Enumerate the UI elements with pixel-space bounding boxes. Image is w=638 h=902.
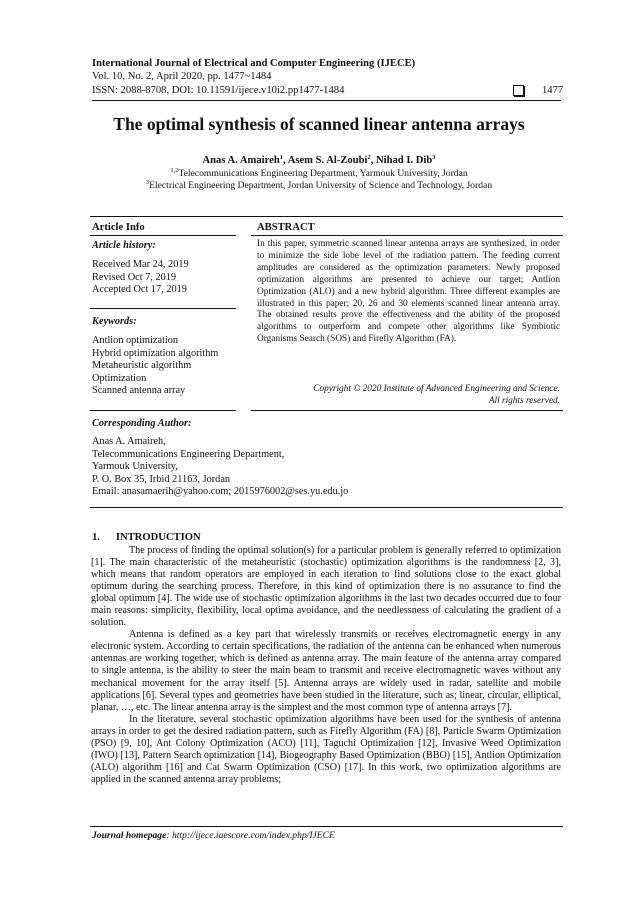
corresponding-author-heading: Corresponding Author: — [92, 418, 192, 429]
affiliation: $^{1,2}$Telecommunications Engineering Department, Yarmouk University, Jordan — [170, 167, 468, 179]
volume-info: Vol. 10, No. 2, April 2020, pp. 1477~1484 — [92, 71, 272, 82]
history-accepted: Accepted Oct 17, 2019 — [92, 284, 187, 296]
article-history — [92, 259, 189, 297]
copyright-notice: Copyright © 2020 Institute of Advanced Engineering and Science. All rights reserved. — [313, 384, 560, 406]
author-bottom-rule — [90, 507, 563, 508]
keywords-rule — [90, 410, 236, 411]
article-info-heading: Article Info — [92, 222, 145, 233]
homepage-link[interactable]: : http://ijece.iaescore.com/index.php/IJECE — [166, 830, 335, 841]
page-number: 1477 — [542, 85, 564, 96]
paragraph: Antenna is defined as a key part that wirelessly transmits or receives electromagnetic energy in any electronic system. According to certain specifications, the radiation of the antenna can be enhanced when numerous antennas are working together, which is defined as antenna array. The main feature of the antenna array compared to single antenna, is the ability to steer the main beam to transmit and receive electromagnetic waves without any mechanical movement for the array itself [5]. Antenna arrays are widely used in radar, satellite and mobile applications [6]. Several types and geometries have been studied in the literature, such as; linear, circular, elliptical, planar, …, etc. The linear antenna array is the simplest and the most common type of antenna arrays [7]. — [91, 629, 561, 713]
info-heading-rule — [90, 235, 236, 236]
author-name: Asem S. Al-Zoubi — [287, 155, 368, 166]
author-list: Anas A. Amaireh$^1$, Asem S. Al-Zoubi$^2$, Nihad I. Dib$^3$ — [202, 154, 436, 166]
introduction-body — [91, 545, 561, 786]
history-rule — [90, 308, 236, 309]
keywords-heading: Keywords: — [92, 316, 137, 327]
page-number-block — [513, 85, 563, 96]
keyword-item: Antlion optimization — [92, 335, 179, 346]
author-line: Yarmouk University, — [92, 461, 178, 473]
author-line: P. O. Box 35, Irbid 21163, Jordan — [92, 473, 231, 485]
header-rule — [92, 100, 561, 101]
paragraph: In the literature, several stochastic optimization algorithms have been used for the synthesis of antenna arrays in order to get the desired radiation pattern, such as Firefly Algorithm (FA) [8], Particle Swarm Optimization (PSO) [9, 10], Ant Colony Optimization (ACO) [11], Taguchi Optimization [12], Invasive Weed Optimization (IWO) [13], Pattern Search optimization [14], Biogeography Based Optimization (BBO) [15], Antlion Optimization (ALO) algorithm [16] and Cat Swarm Optimization (CSO) [17]. In this work, two optimization algorithms are applied in the scanned antenna array problems; — [91, 713, 561, 785]
author-name: Nihad I. Dib — [376, 155, 433, 166]
corresponding-author-details — [92, 436, 348, 499]
history-revised: Revised Oct 7, 2019 — [92, 271, 177, 283]
abstract-heading-rule — [251, 235, 563, 236]
square-bullet-icon — [513, 85, 524, 96]
affiliation: $^3$Electrical Engineering Department, Jordan University of Science and Technology, Jordan — [145, 179, 493, 191]
keyword-item: Hybrid optimization algorithm — [92, 347, 219, 359]
paragraph: The process of finding the optimal solution(s) for a particular problem is generally referred to optimization [1]. The main characteristic of the metaheuristic (stochastic) optimization algorithms is the randomness [2, 3], which means that random operators are employed in each iteration to find solutions close to the exact global optimum during the searching process. Therefore, in this kind of optimization there is no assurance to find the global optimum [4]. The wide use of stochastic optimization algorithms in the last two decades occurred due to four main reasons: simplicity, flexibility, local optima avoidance, and the needlessness of calculating the gradient of a solution. — [91, 545, 561, 629]
issn-doi: ISSN: 2088-8708, DOI: 10.11591/ijece.v10i2.pp1477-1484 — [92, 85, 345, 96]
author-line: Anas A. Amaireh, — [92, 436, 166, 447]
footer-rule — [90, 826, 563, 827]
abstract-text: In this paper, symmetric scanned linear antenna arrays are synthesized, in order to minimize the side lobe level of the radiation pattern. The feeding current amplitudes are considered as the optimization parameters. Newly proposed optimization algorithms are presented to achieve our target; Antlion Optimization (ALO) and a new hybrid algorithm. Three different examples are illustrated in this paper; 20, 26 and 30 elements scanned linear antenna array. The obtained results prove the effectiveness and the ability of the proposed algorithms to outperform and compete other algorithms like Symbiotic Organisms Search (SOS) and Firefly Algorithm (FA). — [257, 239, 560, 345]
history-received: Received Mar 24, 2019 — [92, 259, 189, 270]
article-history-heading: Article history: — [92, 240, 156, 251]
keyword-item: Optimization — [92, 372, 147, 384]
table-top-rule — [90, 216, 563, 217]
author-name: Anas A. Amaireh — [202, 155, 280, 166]
journal-homepage — [92, 830, 335, 841]
abstract-bottom-rule — [251, 410, 563, 411]
paper-title: The optimal synthesis of scanned linear antenna arrays — [113, 114, 525, 134]
email-line: Email: anasamaerih@yahoo.com; 2015976002@ses.yu.edu.jo — [92, 486, 349, 498]
abstract-heading: ABSTRACT — [257, 222, 315, 233]
keyword-item: Metaheuristic algorithm — [92, 360, 192, 372]
author-line: Telecommunications Engineering Department, — [92, 448, 285, 460]
keyword-list — [92, 335, 218, 398]
section-heading-introduction: 1. INTRODUCTION — [92, 532, 201, 543]
journal-name: International Journal of Electrical and Computer Engineering (IJECE) — [92, 58, 416, 69]
homepage-label: Journal homepage — [92, 830, 167, 841]
keyword-item: Scanned antenna array — [92, 385, 186, 397]
